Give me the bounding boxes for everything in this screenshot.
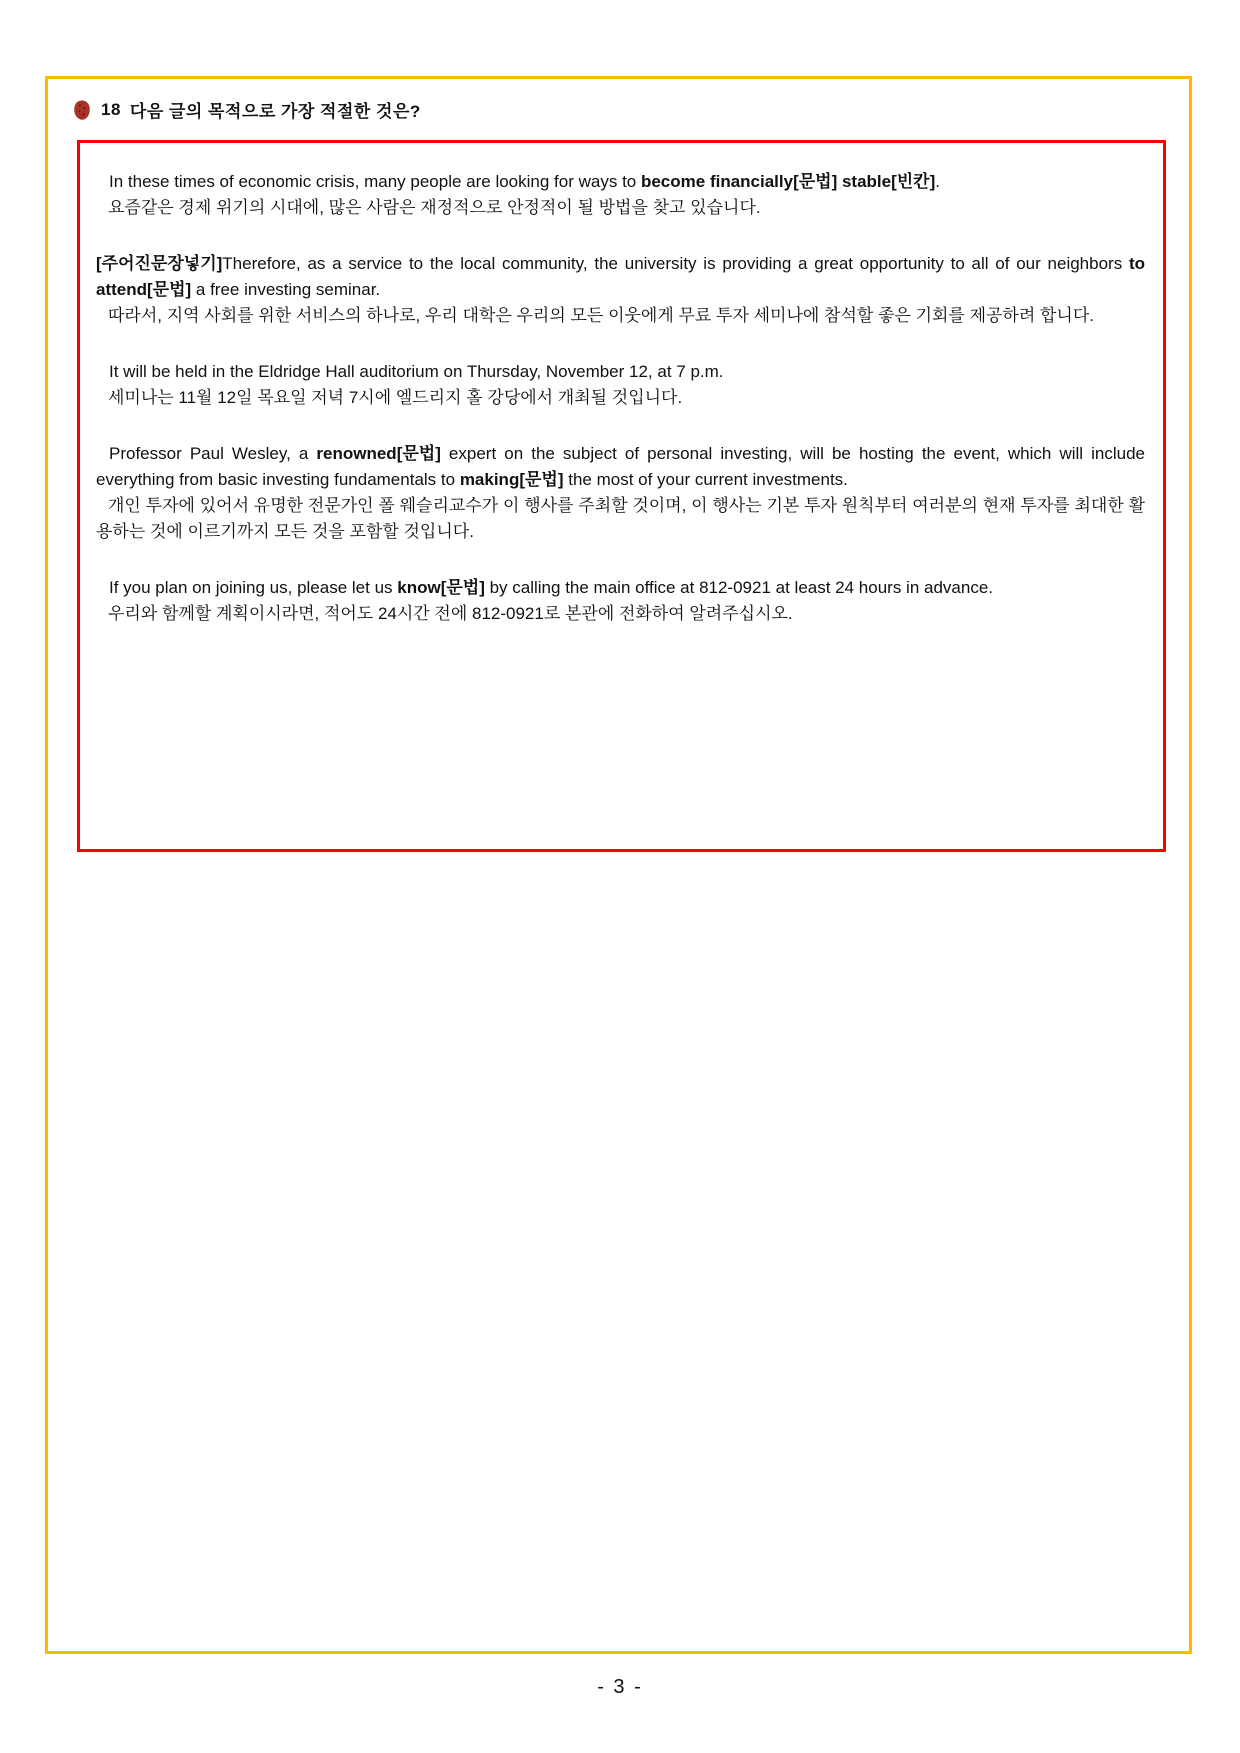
korean-translation: 개인 투자에 있어서 유명한 전문가인 폴 웨슬리교수가 이 행사를 주최할 것이며, 이 행사는 기본 투자 원칙부터 여러분의 현재 투자를 최대한 활용하는 것에 이르기까지 모든 것을 포함할 것입니다.: [96, 496, 1145, 541]
strawberry-icon: [72, 98, 92, 122]
bold-grammar-segment: making[문법]: [459, 470, 564, 489]
text-segment: Professor Paul Wesley, a: [109, 444, 317, 463]
text-segment: a free investing seminar.: [191, 280, 381, 299]
page-number: - 3 -: [597, 1676, 643, 1698]
passage-paragraph: [96, 251, 1145, 329]
korean-translation: 세미나는 11월 12일 목요일 저녁 7시에 엘드리지 홀 강당에서 개최될 것입니다.: [108, 388, 683, 407]
english-sentence: [96, 575, 1145, 601]
text-segment: expert on the subject of personal investing, will be hosting the event, which will include everything from basic investing fundamentals to: [96, 444, 1145, 489]
bold-grammar-segment: [주어진문장넣기]: [96, 254, 223, 273]
korean-translation: 따라서, 지역 사회를 위한 서비스의 하나로, 우리 대학은 우리의 모든 이웃에게 무료 투자 세미나에 참석할 좋은 기회를 제공하려 합니다.: [108, 306, 1094, 325]
question-number: 18: [101, 99, 121, 119]
english-sentence: [96, 169, 1145, 195]
text-segment: .: [935, 172, 941, 191]
question-header: [72, 97, 421, 122]
text-segment: the most of your current investments.: [563, 470, 848, 489]
korean-translation: 요즘같은 경제 위기의 시대에, 많은 사람은 재정적으로 안정적이 될 방법을 찾고 있습니다.: [108, 198, 761, 217]
english-sentence: [96, 251, 1145, 303]
text-segment: It will be held in the Eldridge Hall auditorium on Thursday, November 12, at 7 p.m.: [109, 362, 724, 381]
bold-grammar-segment: to attend[문법]: [96, 254, 1145, 299]
bold-grammar-segment: renowned[문법]: [316, 444, 441, 463]
bold-grammar-segment: become financially[문법] stable[빈칸]: [640, 172, 936, 191]
english-sentence: [96, 441, 1145, 493]
text-segment: Therefore, as a service to the local community, the university is providing a great opportunity to all of our neighbors: [222, 254, 1129, 273]
passage-box: [77, 140, 1166, 852]
passage-paragraph: [96, 575, 1145, 627]
bold-grammar-segment: know[문법]: [397, 578, 485, 597]
text-segment: If you plan on joining us, please let us: [109, 578, 398, 597]
english-sentence: [96, 359, 1145, 385]
passage-paragraph: [96, 359, 1145, 411]
text-segment: by calling the main office at 812-0921 at least 24 hours in advance.: [484, 578, 993, 597]
korean-translation: 우리와 함께할 계획이시라면, 적어도 24시간 전에 812-0921로 본관에 전화하여 알려주십시오.: [108, 604, 793, 623]
passage-paragraph: [96, 169, 1145, 221]
text-segment: In these times of economic crisis, many people are looking for ways to: [109, 172, 641, 191]
passage-paragraph: [96, 441, 1145, 545]
question-title: 다음 글의 목적으로 가장 적절한 것은?: [129, 102, 421, 121]
